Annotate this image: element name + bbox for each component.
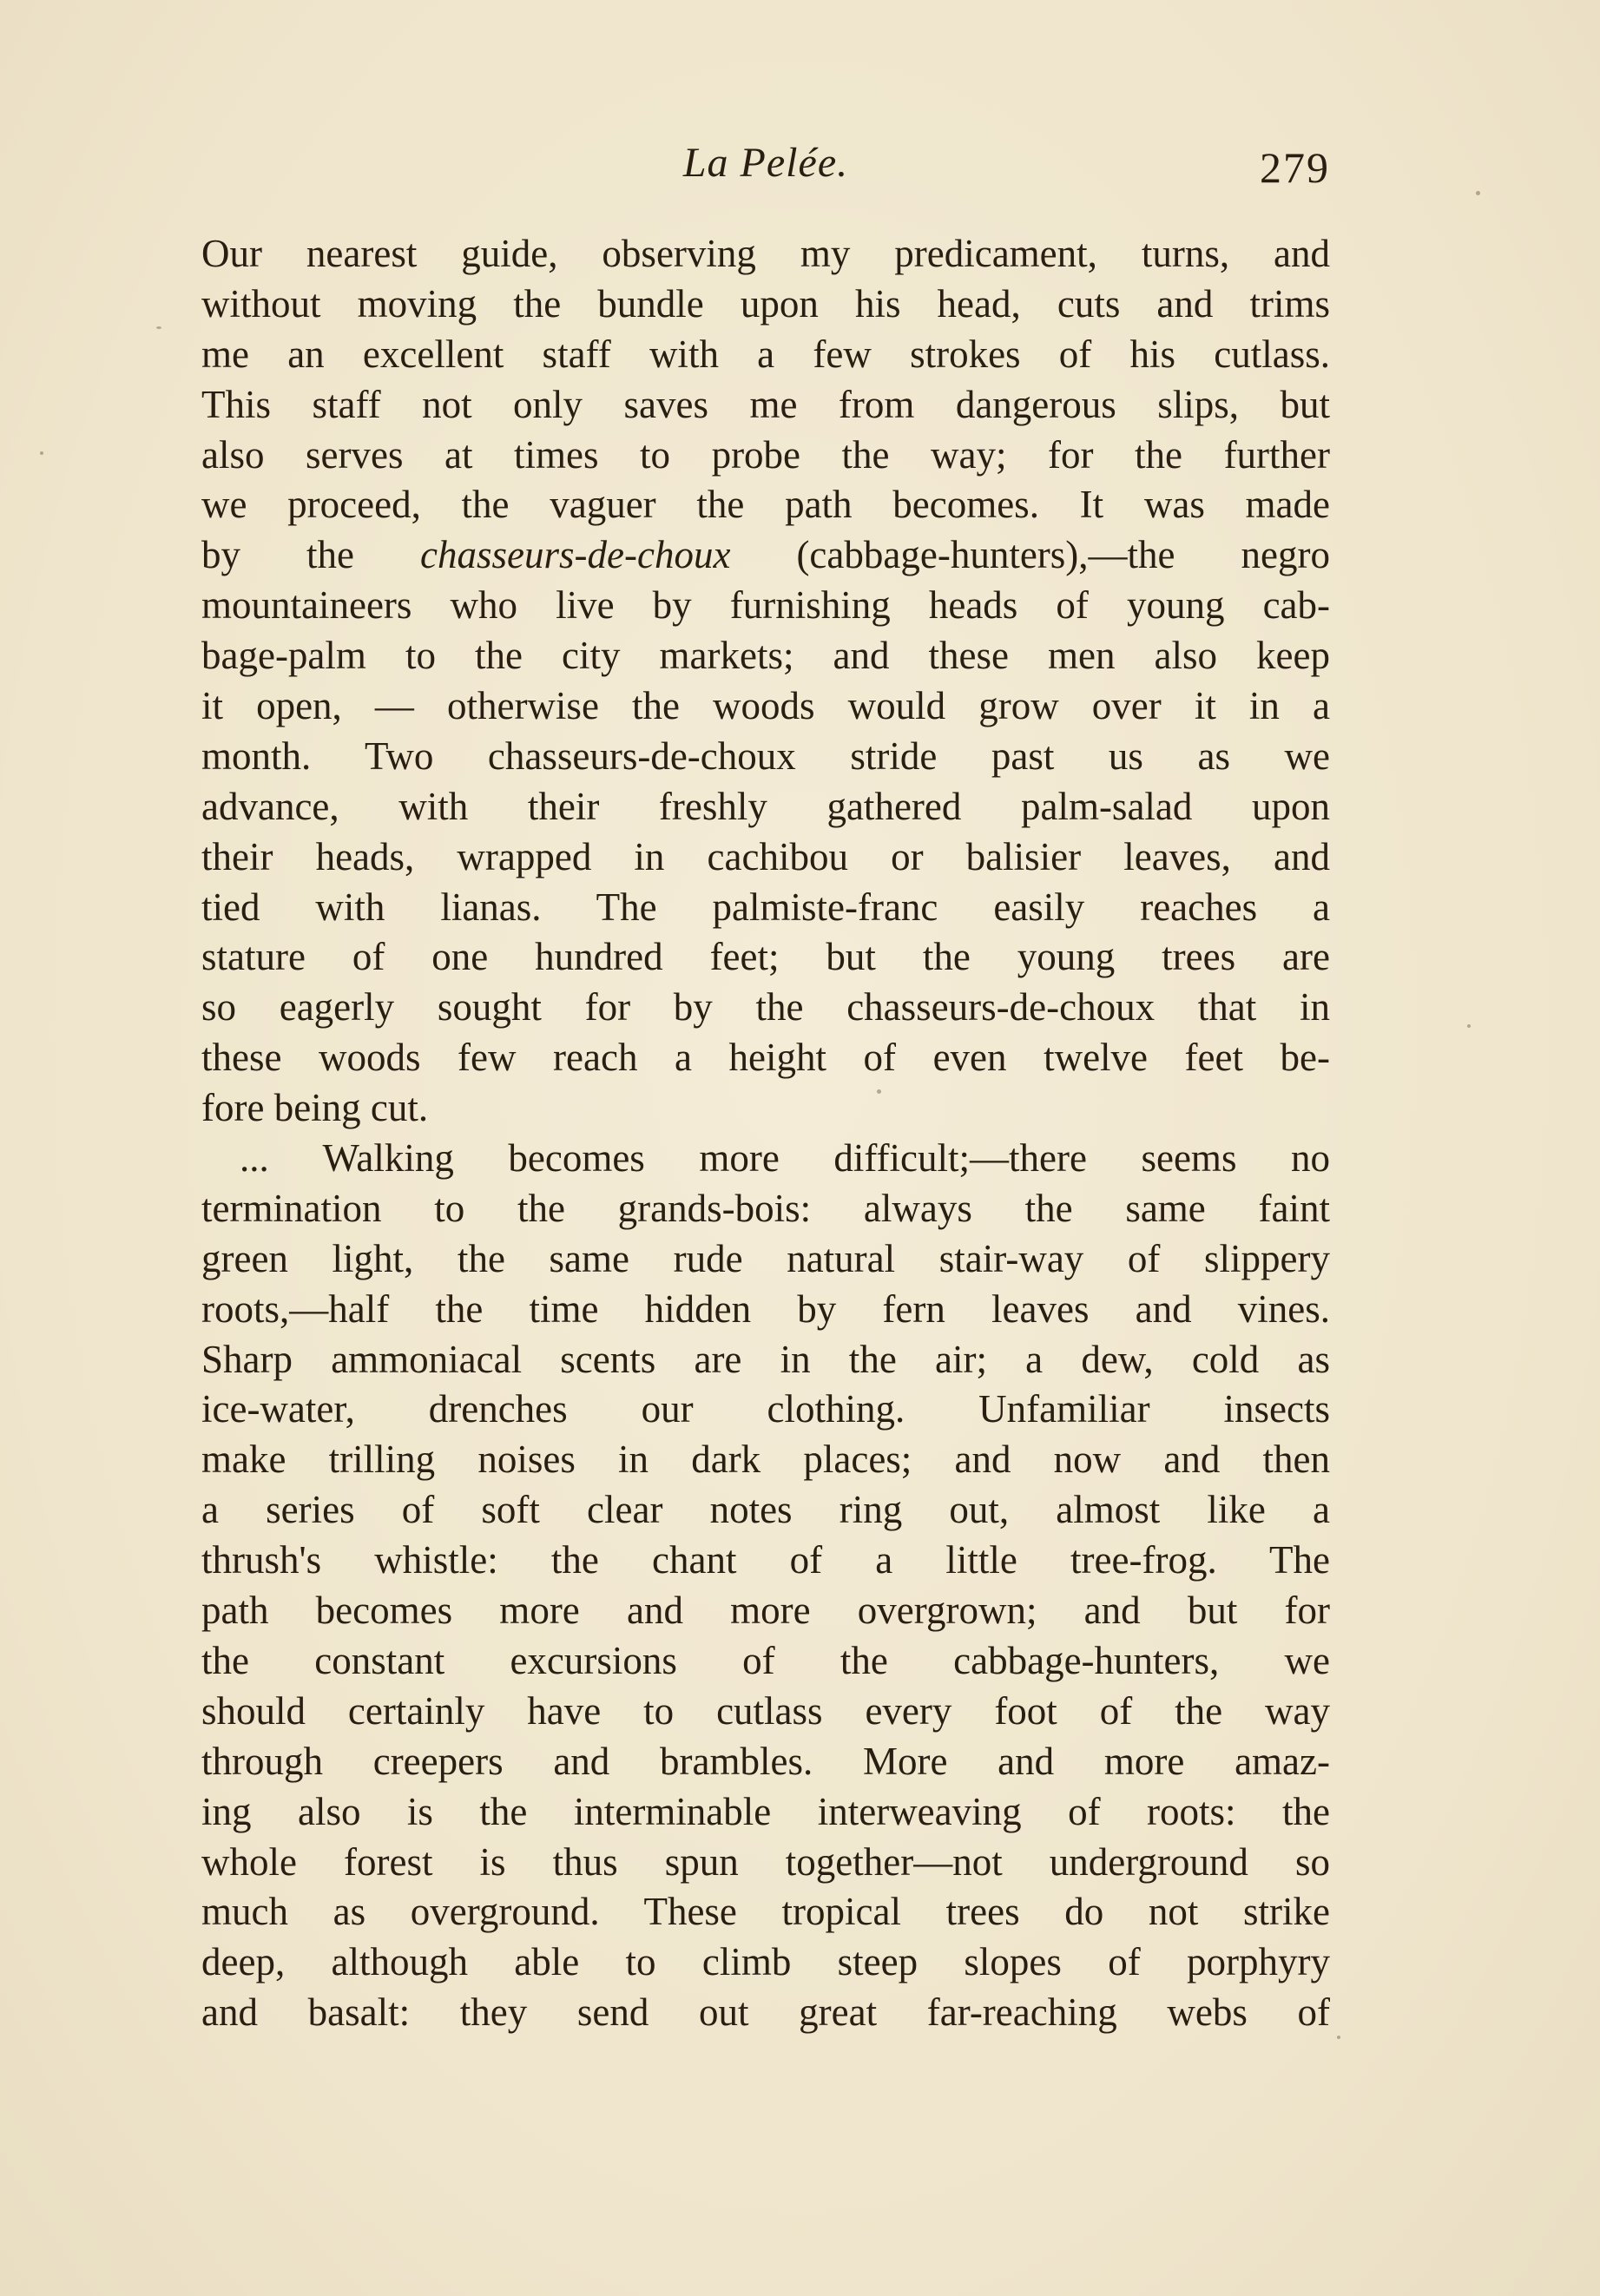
text-line: without moving the bundle upon his head, cuts and trims — [201, 281, 1330, 326]
text-line: thrush's whistle: the chant of a little tree-frog. The — [201, 1538, 1330, 1582]
text-line: these woods few reach a height of even twelve feet be- — [201, 1036, 1330, 1080]
text-line: fore being cut. — [201, 1086, 429, 1130]
text-line: a series of soft clear notes ring out, almost like a — [201, 1488, 1330, 1532]
text-line: month. Two chasseurs-de-choux stride past us as we — [201, 734, 1330, 778]
text-line: ... Walking becomes more difficult;—there seems no — [240, 1136, 1330, 1181]
text-line: termination to the grands-bois: always the same faint — [201, 1186, 1330, 1230]
text-line: we proceed, the vaguer the path becomes. It was made — [201, 483, 1330, 527]
text-line: through creepers and brambles. More and more amaz- — [201, 1739, 1330, 1783]
text-line: bage-palm to the city markets; and these men also keep — [201, 634, 1330, 678]
text-line: mountaineers who live by furnishing heads of young cab- — [201, 583, 1330, 628]
text-segment: (cabbage-hunters),—the negro — [730, 533, 1330, 577]
body-text — [201, 229, 1330, 2038]
paper-speck — [1476, 191, 1480, 195]
paper-speck — [156, 326, 161, 329]
italic-term: chasseurs-de-choux — [420, 533, 731, 577]
text-line: much as overground. These tropical trees do not strike — [201, 1890, 1330, 1934]
text-line: stature of one hundred feet; but the young trees are — [201, 935, 1330, 979]
text-line: should certainly have to cutlass every foot of the way — [201, 1688, 1330, 1733]
page-header — [201, 139, 1330, 200]
text-line: path becomes more and more overgrown; and but for — [201, 1589, 1330, 1633]
page-number: 279 — [1260, 143, 1330, 192]
text-line: whole forest is thus spun together—not underground so — [201, 1839, 1330, 1884]
text-line: me an excellent staff with a few strokes of his cutlass. — [201, 332, 1330, 376]
text-line: the constant excursions of the cabbage-hunters, we — [201, 1638, 1330, 1682]
text-line: This staff not only saves me from dangerous slips, but — [201, 382, 1330, 426]
text-line: and basalt: they send out great far-reaching webs of — [201, 1990, 1330, 2035]
text-line: ice-water, drenches our clothing. Unfamiliar insects — [201, 1387, 1330, 1431]
text-segment: by the — [201, 533, 421, 577]
paper-speck — [1467, 1024, 1471, 1028]
paper-speck — [877, 1089, 881, 1094]
text-line — [201, 530, 1330, 581]
text-line: also serves at times to probe the way; for the further — [201, 432, 1330, 477]
text-line: Our nearest guide, observing my predicament, turns, and — [201, 232, 1330, 275]
running-title: La Pelée. — [682, 140, 849, 186]
text-line: make trilling noises in dark places; and now and then — [201, 1437, 1330, 1482]
text-line: so eagerly sought for by the chasseurs-de-choux that in — [201, 985, 1330, 1030]
text-line: tied with lianas. The palmiste-franc easily reaches a — [201, 885, 1330, 929]
text-line: their heads, wrapped in cachibou or balisier leaves, and — [201, 834, 1330, 878]
text-line: green light, the same rude natural stair-way of slippery — [201, 1236, 1330, 1280]
text-line: Sharp ammoniacal scents are in the air; a dew, cold as — [201, 1337, 1330, 1381]
text-line: roots,—half the time hidden by fern leaves and vines. — [201, 1286, 1330, 1331]
paper-speck — [1337, 2036, 1340, 2039]
paper-speck — [40, 451, 43, 455]
text-line: it open, — otherwise the woods would grow over it in a — [201, 684, 1330, 728]
text-line: ing also is the interminable interweaving of roots: the — [201, 1789, 1330, 1833]
text-line: deep, although able to climb steep slopes of porphyry — [201, 1940, 1330, 1984]
text-line: advance, with their freshly gathered palm-salad upon — [201, 784, 1330, 828]
